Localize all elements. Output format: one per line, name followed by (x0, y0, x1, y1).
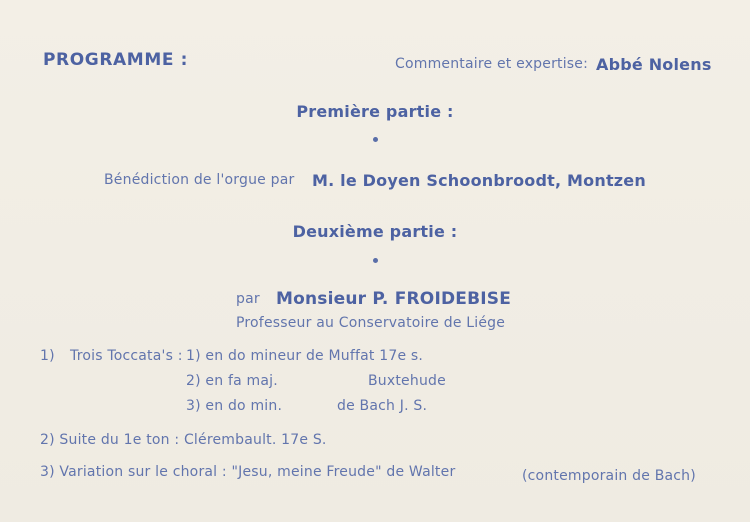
item-label: Trois Toccata's : (70, 348, 183, 364)
item-composer: Buxtehude (368, 373, 446, 389)
blessing-text: Bénédiction de l'orgue par (104, 172, 295, 188)
performer-title: Professeur au Conservatoire de Liége (236, 315, 506, 331)
bullet-dot (373, 137, 378, 142)
part-two-title: Deuxième partie : (292, 222, 458, 241)
item-composer: de Bach J. S. (337, 398, 428, 414)
part-one-title: Première partie : (296, 102, 454, 121)
programme-heading: PROGRAMME : (43, 50, 188, 70)
performer-name: Monsieur P. FROIDEBISE (276, 289, 512, 309)
item-line: 1) en do mineur de Muffat 17e s. (186, 348, 424, 364)
by-label: par (236, 291, 260, 307)
item-line: 2) en fa maj. (186, 373, 278, 389)
blessing-name: M. le Doyen Schoonbroodt, Montzen (312, 171, 646, 190)
item-line: 2) Suite du 1e ton : Clérembault. 17e S. (40, 432, 327, 448)
item-line: 3) Variation sur le choral : "Jesu, meine Freude" de Walter (40, 464, 456, 480)
item-note: (contemporain de Bach) (522, 468, 696, 484)
item-number: 1) (40, 348, 55, 364)
item-line: 3) en do min. (186, 398, 283, 414)
commentary-label: Commentaire et expertise: (395, 56, 589, 72)
bullet-dot (373, 258, 378, 263)
commentary-name: Abbé Nolens (596, 55, 712, 74)
